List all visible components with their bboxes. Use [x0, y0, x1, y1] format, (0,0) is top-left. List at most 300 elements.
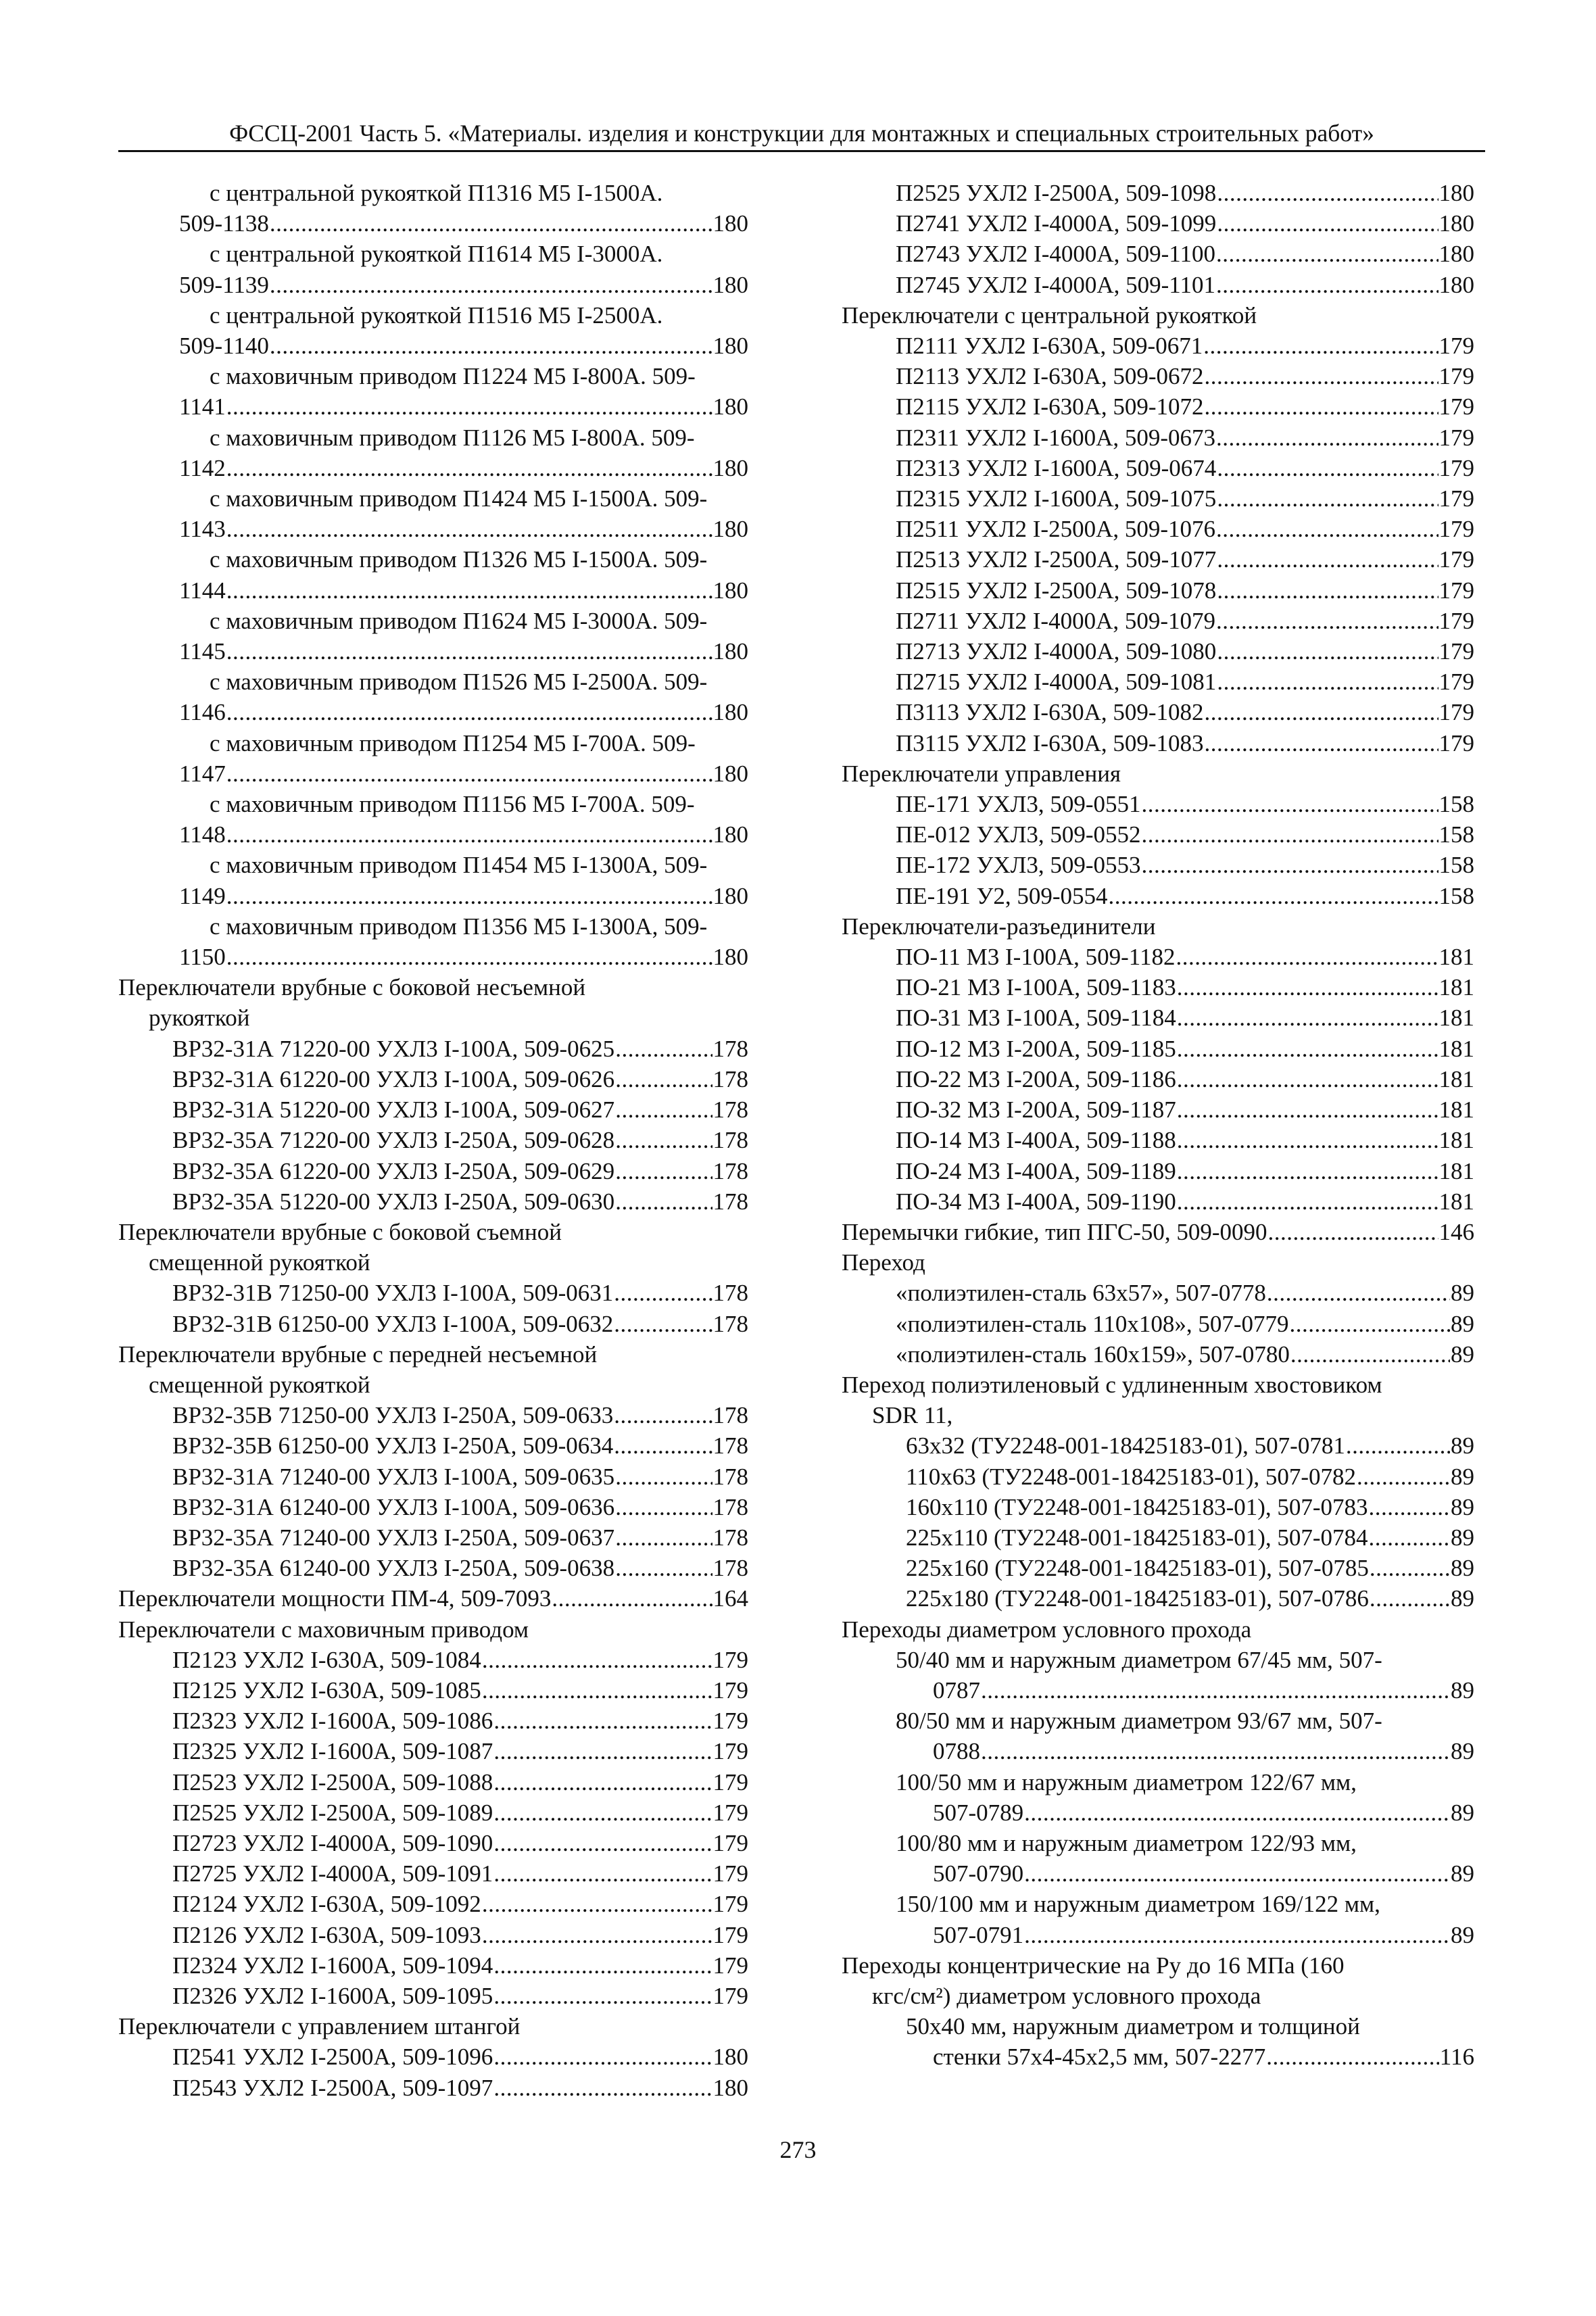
page-ref: 89	[1451, 1799, 1474, 1826]
index-entry	[118, 1278, 748, 1308]
index-entry	[842, 331, 1474, 361]
entry-text: П2743 УХЛ2 I-4000А, 509-1100	[896, 241, 1216, 268]
page-ref: 179	[712, 1676, 748, 1704]
page-ref: 180	[712, 210, 748, 237]
index-entry	[842, 942, 1474, 972]
index-heading: 100/50 мм и наружным диаметром 122/67 мм,	[896, 1768, 1357, 1795]
page-ref: 180	[1438, 271, 1474, 298]
dot-leader	[615, 1492, 712, 1522]
entry-text: П2723 УХЛ2 I-4000А, 509-1090	[172, 1829, 493, 1856]
index-entry	[842, 361, 1474, 391]
dot-leader	[226, 514, 712, 544]
dot-leader	[1177, 1125, 1438, 1155]
page-ref: 179	[1438, 638, 1474, 665]
dot-leader	[615, 1553, 712, 1583]
index-heading: 100/80 мм и наружным диаметром 122/93 мм,	[896, 1829, 1357, 1856]
index-entry	[842, 1156, 1474, 1186]
index-entry	[118, 1125, 748, 1155]
dot-leader	[1176, 942, 1438, 972]
index-entry	[118, 1309, 748, 1339]
entry-text: «полиэтилен-сталь 110x108», 507-0779	[896, 1310, 1289, 1337]
index-entry	[842, 697, 1474, 727]
entry-text: 1148	[179, 821, 226, 848]
dot-leader	[1024, 1858, 1450, 1889]
index-entry	[118, 331, 748, 361]
index-heading: с маховичным приводом П1126 М5 I-800А. 509-	[210, 424, 695, 451]
dot-leader	[1217, 178, 1438, 208]
page-ref: 180	[712, 699, 748, 726]
page-ref: 89	[1451, 1860, 1474, 1887]
page-ref: 158	[1438, 791, 1474, 818]
dot-leader	[1217, 208, 1438, 239]
index-heading: Переход полиэтиленовый с удлиненным хвостовиком	[842, 1371, 1382, 1398]
dot-leader	[482, 1889, 712, 1919]
dot-leader	[493, 1706, 712, 1736]
dot-leader	[615, 1522, 712, 1553]
running-header: ФССЦ-2001 Часть 5. «Материалы. изделия и конструкции для монтажных и специальных строительных работ»	[229, 120, 1374, 147]
dot-leader	[615, 1186, 712, 1217]
page-ref: 178	[712, 1065, 748, 1092]
index-entry	[842, 1003, 1474, 1033]
index-heading: 50/40 мм и наружным диаметром 67/45 мм, 507-	[896, 1646, 1382, 1673]
index-entry	[842, 667, 1474, 697]
entry-text: 1146	[179, 699, 226, 726]
entry-text: П2525 УХЛ2 I-2500А, 509-1098	[896, 180, 1217, 206]
entry-text: ПО-14 М3 I-400А, 509-1188	[896, 1127, 1176, 1154]
entry-text: 160x110 (ТУ2248-001-18425183-01), 507-0783	[906, 1493, 1368, 1520]
dot-leader	[1217, 483, 1438, 514]
entry-text: Переключатели мощности ПМ-4, 509-7093	[118, 1585, 552, 1612]
page-ref: 89	[1451, 1310, 1474, 1337]
index-entry	[118, 1706, 748, 1736]
page-ref: 181	[1438, 1065, 1474, 1092]
page-ref: 180	[712, 882, 748, 909]
page-ref: 158	[1438, 821, 1474, 848]
page-ref: 181	[1438, 974, 1474, 1001]
index-heading: Переключатели-разъединители	[842, 913, 1156, 940]
entry-text: П2325 УХЛ2 I-1600А, 509-1087	[172, 1738, 493, 1765]
entry-text: «полиэтилен-сталь 63x57», 507-0778	[896, 1280, 1266, 1307]
dot-leader	[1369, 1522, 1450, 1553]
entry-text: ПЕ-171 УХЛ3, 509-0551	[896, 791, 1141, 818]
entry-text: 225x160 (ТУ2248-001-18425183-01), 507-0785	[906, 1555, 1369, 1582]
index-entry	[842, 606, 1474, 636]
entry-text: П2745 УХЛ2 I-4000А, 509-1101	[896, 271, 1216, 298]
entry-text: 507-0790	[933, 1860, 1024, 1887]
page-ref: 179	[712, 1891, 748, 1918]
page-ref: 180	[712, 577, 748, 604]
entry-text: П2725 УХЛ2 I-4000А, 509-1091	[172, 1860, 493, 1887]
index-entry	[842, 1278, 1474, 1308]
index-entry	[842, 1920, 1474, 1950]
page-ref: 179	[712, 1921, 748, 1948]
entry-text: П2741 УХЛ2 I-4000А, 509-1099	[896, 210, 1217, 237]
index-entry	[118, 1156, 748, 1186]
page-ref: 179	[1438, 699, 1474, 726]
index-heading: с маховичным приводом П1326 М5 I-1500А. 509-	[210, 546, 708, 573]
page-ref: 180	[712, 271, 748, 298]
entry-text: ВР32-31А 61240-00 УХЛ3 I-100А, 509-0636	[172, 1493, 615, 1520]
index-entry	[118, 2042, 748, 2072]
page-ref: 178	[712, 1555, 748, 1582]
entry-text: 1149	[179, 882, 226, 909]
index-entry	[842, 1736, 1474, 1766]
dot-leader	[226, 881, 712, 911]
entry-text: П2113 УХЛ2 I-630А, 509-0672	[896, 363, 1204, 390]
index-entry	[118, 453, 748, 483]
index-heading: Переключатели управления	[842, 760, 1121, 787]
dot-leader	[1177, 1094, 1438, 1125]
dot-leader	[1217, 453, 1438, 483]
index-entry	[842, 819, 1474, 850]
page-ref: 89	[1451, 1463, 1474, 1490]
index-entry	[118, 1034, 748, 1064]
dot-leader	[1267, 1217, 1438, 1247]
page-ref: 179	[1438, 333, 1474, 360]
page-ref: 179	[712, 1708, 748, 1735]
index-entry	[842, 1217, 1474, 1247]
entry-text: П3113 УХЛ2 I-630А, 509-1082	[896, 699, 1204, 726]
page-ref: 179	[712, 1982, 748, 2009]
dot-leader	[1205, 391, 1438, 422]
index-column-right	[842, 178, 1474, 2073]
entry-text: ПО-22 М3 I-200А, 509-1186	[896, 1065, 1176, 1092]
dot-leader	[1290, 1309, 1450, 1339]
dot-leader	[1216, 270, 1438, 300]
dot-leader	[482, 1645, 712, 1675]
page-ref: 178	[712, 1493, 748, 1520]
dot-leader	[270, 208, 712, 239]
page-ref: 164	[712, 1585, 748, 1612]
dot-leader	[615, 1462, 712, 1492]
index-entry	[842, 972, 1474, 1003]
index-heading: с маховичным приводом П1224 М5 I-800А. 509-	[210, 363, 696, 390]
dot-leader	[615, 1094, 712, 1125]
dot-leader	[1217, 636, 1438, 667]
index-entry	[118, 1553, 748, 1583]
dot-leader	[1217, 575, 1438, 606]
dot-leader	[493, 2042, 712, 2072]
entry-text: П2326 УХЛ2 I-1600А, 509-1095	[172, 1982, 493, 2009]
index-heading: смещенной рукояткой	[149, 1371, 370, 1398]
page-number: 273	[779, 2136, 817, 2163]
dot-leader	[226, 636, 712, 667]
index-entry	[118, 1400, 748, 1430]
page-ref: 179	[1438, 577, 1474, 604]
index-entry	[118, 1645, 748, 1675]
dot-leader	[1109, 881, 1438, 911]
dot-leader	[1267, 1278, 1450, 1308]
page-ref: 116	[1439, 2044, 1474, 2071]
index-heading: Переключатели с центральной рукояткой	[842, 301, 1257, 329]
entry-text: ВР32-31А 51220-00 УХЛ3 I-100А, 509-0627	[172, 1096, 615, 1124]
entry-text: 509-1139	[179, 271, 269, 298]
index-entry	[118, 881, 748, 911]
dot-leader	[226, 575, 712, 606]
index-entry	[118, 1675, 748, 1706]
entry-text: ВР32-31А 71220-00 УХЛ3 I-100А, 509-0625	[172, 1035, 615, 1062]
page-ref: 180	[712, 454, 748, 481]
dot-leader	[493, 1828, 712, 1858]
entry-text: П2513 УХЛ2 I-2500А, 509-1077	[896, 546, 1217, 573]
index-heading: с маховичным приводом П1356 М5 I-1300А, 509-	[210, 913, 708, 940]
index-entry	[842, 391, 1474, 422]
index-entry	[842, 636, 1474, 667]
page-ref: 179	[1438, 729, 1474, 756]
index-heading: Переключатели врубные с передней несъемной	[118, 1341, 598, 1368]
dot-leader	[1357, 1462, 1450, 1492]
entry-text: 509-1138	[179, 210, 269, 237]
entry-text: ПО-34 М3 I-400А, 509-1190	[896, 1188, 1176, 1215]
entry-text: ПО-11 М3 I-100А, 509-1182	[896, 944, 1176, 971]
index-entry	[118, 1736, 748, 1766]
entry-text: 0788	[933, 1738, 980, 1765]
page-ref: 178	[712, 1157, 748, 1184]
dot-leader	[1177, 1186, 1438, 1217]
index-heading: с центральной рукояткой П1516 М5 I-2500А.	[210, 301, 663, 329]
entry-text: 1147	[179, 760, 226, 787]
index-heading: Переходы диаметром условного прохода	[842, 1616, 1252, 1643]
entry-text: 1143	[179, 516, 226, 543]
page-ref: 178	[712, 1524, 748, 1551]
entry-text: ПО-31 М3 I-100А, 509-1184	[896, 1005, 1176, 1032]
index-heading: Переключатели с управлением штангой	[118, 2013, 521, 2040]
index-entry	[842, 423, 1474, 453]
dot-leader	[482, 1675, 712, 1706]
index-entry	[842, 1798, 1474, 1828]
page-ref: 179	[712, 1738, 748, 1765]
page-ref: 181	[1438, 1096, 1474, 1124]
index-entry	[842, 1339, 1474, 1370]
page-ref: 179	[712, 1860, 748, 1887]
page-ref: 180	[1438, 210, 1474, 237]
dot-leader	[1177, 972, 1438, 1003]
index-heading: Переключатели врубные с боковой съемной	[118, 1218, 562, 1245]
page-ref: 179	[1438, 485, 1474, 512]
entry-text: П2715 УХЛ2 I-4000А, 509-1081	[896, 669, 1217, 696]
dot-leader	[1370, 1553, 1450, 1583]
page-ref: 178	[712, 1310, 748, 1337]
index-entry	[842, 1034, 1474, 1064]
index-entry	[118, 819, 748, 850]
index-entry	[118, 391, 748, 422]
index-entry	[118, 1767, 748, 1798]
dot-leader	[1177, 1064, 1438, 1094]
dot-leader	[482, 1920, 712, 1950]
entry-text: ПЕ-191 У2, 509-0554	[896, 882, 1108, 909]
dot-leader	[1177, 1034, 1438, 1064]
page-ref: 179	[712, 1646, 748, 1673]
page-ref: 180	[1438, 180, 1474, 206]
index-entry	[118, 1186, 748, 1217]
index-heading: с маховичным приводом П1624 М5 I-3000А. 509-	[210, 607, 708, 634]
dot-leader	[1024, 1798, 1450, 1828]
index-heading: 150/100 мм и наружным диаметром 169/122 мм,	[896, 1891, 1380, 1918]
entry-text: ВР32-31В 61250-00 УХЛ3 I-100А, 509-0632	[172, 1310, 614, 1337]
index-heading: 50x40 мм, наружным диаметром и толщиной	[906, 2013, 1360, 2040]
index-entry	[118, 1981, 748, 2011]
index-entry	[842, 1675, 1474, 1706]
page-ref: 180	[712, 760, 748, 787]
index-entry	[118, 1492, 748, 1522]
dot-leader	[1216, 514, 1438, 544]
page-ref: 89	[1451, 1432, 1474, 1459]
entry-text: П2523 УХЛ2 I-2500А, 509-1088	[172, 1768, 493, 1795]
dot-leader	[493, 1736, 712, 1766]
entry-text: «полиэтилен-сталь 160x159», 507-0780	[896, 1341, 1290, 1368]
index-heading: с центральной рукояткой П1316 М5 I-1500А.	[210, 180, 663, 206]
page-ref: 178	[712, 1280, 748, 1307]
dot-leader	[1346, 1430, 1450, 1461]
entry-text: П2115 УХЛ2 I-630А, 509-1072	[896, 393, 1204, 420]
entry-text: ВР32-35А 51220-00 УХЛ3 I-250А, 509-0630	[172, 1188, 615, 1215]
page-ref: 178	[712, 1432, 748, 1459]
page-ref: 179	[1438, 669, 1474, 696]
dot-leader	[1024, 1920, 1450, 1950]
dot-leader	[1217, 667, 1438, 697]
dot-leader	[1177, 1003, 1438, 1033]
index-entry	[842, 1309, 1474, 1339]
index-entry	[842, 514, 1474, 544]
dot-leader	[493, 1767, 712, 1798]
entry-text: 110x63 (ТУ2248-001-18425183-01), 507-0782	[906, 1463, 1357, 1490]
entry-text: 0787	[933, 1676, 980, 1704]
dot-leader	[493, 1858, 712, 1889]
page-ref: 179	[1438, 393, 1474, 420]
dot-leader	[270, 331, 712, 361]
index-heading: Переключатели врубные с боковой несъемной	[118, 974, 586, 1001]
index-entry	[842, 239, 1474, 269]
dot-leader	[1266, 2042, 1439, 2072]
entry-text: ПО-21 М3 I-100А, 509-1183	[896, 974, 1176, 1001]
page-ref: 178	[712, 1463, 748, 1490]
index-entry	[842, 728, 1474, 758]
index-entry	[118, 758, 748, 789]
entry-text: Перемычки гибкие, тип ПГС-50, 509-0090	[842, 1218, 1267, 1245]
dot-leader	[226, 819, 712, 850]
entry-text: 507-0791	[933, 1921, 1024, 1948]
entry-text: 1141	[179, 393, 226, 420]
index-heading: смещенной рукояткой	[149, 1249, 370, 1276]
entry-text: 225x110 (ТУ2248-001-18425183-01), 507-0784	[906, 1524, 1368, 1551]
page-ref: 89	[1451, 1493, 1474, 1520]
dot-leader	[614, 1309, 712, 1339]
index-entry	[842, 1186, 1474, 1217]
page-ref: 179	[1438, 607, 1474, 634]
index-heading: Переход	[842, 1249, 925, 1276]
page-ref: 179	[1438, 454, 1474, 481]
index-heading: с маховичным приводом П1254 М5 I-700А. 509-	[210, 729, 696, 756]
entry-text: П2711 УХЛ2 I-4000А, 509-1079	[896, 607, 1216, 634]
dot-leader	[493, 2073, 712, 2103]
entry-text: П2313 УХЛ2 I-1600А, 509-0674	[896, 454, 1217, 481]
dot-leader	[552, 1583, 712, 1614]
index-entry	[842, 1094, 1474, 1125]
dot-leader	[226, 697, 712, 727]
index-entry	[842, 1462, 1474, 1492]
page-ref: 89	[1451, 1738, 1474, 1765]
dot-leader	[493, 1950, 712, 1981]
entry-text: ВР32-35А 61240-00 УХЛ3 I-250А, 509-0638	[172, 1555, 615, 1582]
index-heading: с маховичным приводом П1526 М5 I-2500А. 509-	[210, 669, 708, 696]
index-heading: с маховичным приводом П1454 М5 I-1300А, 509-	[210, 852, 708, 879]
index-entry	[842, 1583, 1474, 1614]
index-entry	[118, 208, 748, 239]
page-ref: 180	[712, 393, 748, 420]
entry-text: 1144	[179, 577, 226, 604]
dot-leader	[981, 1675, 1450, 1706]
index-entry	[842, 453, 1474, 483]
entry-text: ВР32-35В 71250-00 УХЛ3 I-250А, 509-0633	[172, 1402, 614, 1429]
dot-leader	[1203, 331, 1438, 361]
page-ref: 179	[1438, 363, 1474, 390]
dot-leader	[1205, 697, 1438, 727]
dot-leader	[615, 1156, 712, 1186]
index-entry	[842, 1858, 1474, 1889]
dot-leader	[1142, 850, 1438, 880]
page-ref: 179	[1438, 424, 1474, 451]
entry-text: П2525 УХЛ2 I-2500А, 509-1089	[172, 1799, 493, 1826]
entry-text: стенки 57x4-45x2,5 мм, 507-2277	[933, 2044, 1266, 2071]
entry-text: 1150	[179, 944, 226, 971]
header-rule	[118, 150, 1485, 152]
index-entry	[118, 270, 748, 300]
page-ref: 181	[1438, 1005, 1474, 1032]
dot-leader	[615, 1034, 712, 1064]
entry-text: П2111 УХЛ2 I-630А, 509-0671	[896, 333, 1203, 360]
entry-text: ВР32-35А 71240-00 УХЛ3 I-250А, 509-0637	[172, 1524, 615, 1551]
dot-leader	[1290, 1339, 1450, 1370]
entry-text: ВР32-31А 61220-00 УХЛ3 I-100А, 509-0626	[172, 1065, 615, 1092]
index-heading: Переходы концентрические на Ру до 16 МПа (160	[842, 1952, 1345, 1979]
dot-leader	[615, 1125, 712, 1155]
entry-text: 507-0789	[933, 1799, 1024, 1826]
page-ref: 89	[1451, 1341, 1474, 1368]
entry-text: П2126 УХЛ2 I-630А, 509-1093	[172, 1921, 481, 1948]
page-ref: 89	[1451, 1555, 1474, 1582]
index-entry	[118, 1950, 748, 1981]
entry-text: ПО-12 М3 I-200А, 509-1185	[896, 1035, 1176, 1062]
dot-leader	[226, 758, 712, 789]
index-column-left	[118, 178, 748, 2103]
page-ref: 89	[1451, 1280, 1474, 1307]
page-ref: 180	[712, 516, 748, 543]
entry-text: 63x32 (ТУ2248-001-18425183-01), 507-0781	[906, 1432, 1345, 1459]
dot-leader	[1370, 1583, 1450, 1614]
page-ref: 89	[1451, 1524, 1474, 1551]
page-ref: 178	[712, 1127, 748, 1154]
entry-text: П2324 УХЛ2 I-1600А, 509-1094	[172, 1952, 493, 1979]
page-ref: 179	[1438, 546, 1474, 573]
index-heading: с маховичным приводом П1156 М5 I-700А. 509-	[210, 791, 695, 818]
index-entry	[842, 1430, 1474, 1461]
dot-leader	[614, 1278, 712, 1308]
entry-text: ПЕ-012 УХЛ3, 509-0552	[896, 821, 1141, 848]
index-entry	[118, 636, 748, 667]
dot-leader	[1216, 423, 1438, 453]
index-entry	[842, 208, 1474, 239]
dot-leader	[614, 1430, 712, 1461]
dot-leader	[1205, 728, 1438, 758]
dot-leader	[1216, 239, 1438, 269]
entry-text: ВР32-35А 61220-00 УХЛ3 I-250А, 509-0629	[172, 1157, 615, 1184]
index-heading: с центральной рукояткой П1614 М5 I-3000А.	[210, 241, 663, 268]
index-entry	[842, 575, 1474, 606]
page-ref: 180	[1438, 241, 1474, 268]
entry-text: ВР32-31В 71250-00 УХЛ3 I-100А, 509-0631	[172, 1280, 614, 1307]
index-entry	[118, 1920, 748, 1950]
index-entry	[118, 697, 748, 727]
